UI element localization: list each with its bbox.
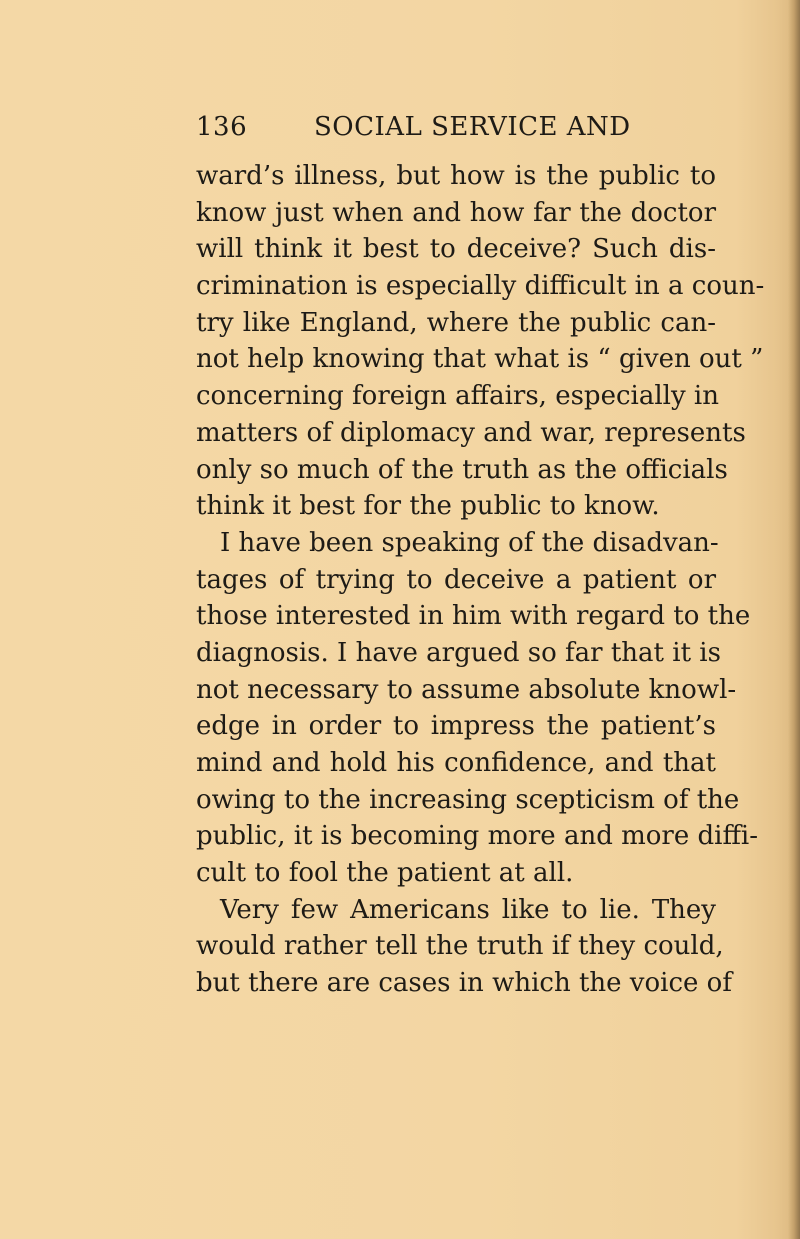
page-gutter-edge [788, 0, 800, 1239]
page-number: 136 [196, 112, 248, 142]
text-line: but there are cases in which the voice of [196, 968, 732, 999]
text-line: owing to the increasing scepticism of the [196, 784, 740, 815]
text-line: try like England, where the public can- [196, 307, 716, 338]
body-text [196, 158, 765, 1002]
page-header [196, 112, 631, 142]
text-line: not necessary to assume absolute knowl- [196, 674, 737, 705]
text-line: ward’s illness, but how is the public to [196, 161, 716, 191]
text-line: edge in order to impress the patient’s [196, 711, 716, 742]
text-line: think it best for the public to know. [196, 491, 660, 522]
text-line: would rather tell the truth if they could, [196, 931, 724, 962]
text-line: crimination is especially difficult in a coun- [196, 271, 765, 302]
text-line: diagnosis. I have argued so far that it is [196, 637, 721, 668]
text-line: public, it is becoming more and more diffi- [196, 821, 759, 852]
text-line: know just when and how far the doctor [196, 197, 716, 228]
text-line: will think it best to deceive? Such dis- [196, 234, 716, 265]
text-line: concerning foreign affairs, especially in [196, 381, 719, 412]
text-line: mind and hold his confidence, and that [196, 748, 716, 778]
text-line: cult to fool the patient at all. [196, 858, 574, 889]
text-line: Very few Americans like to lie. They [220, 894, 716, 925]
text-line: only so much of the truth as the officials [196, 454, 728, 485]
text-line: those interested in him with regard to the [196, 601, 751, 632]
text-line: I have been speaking of the disadvan- [220, 527, 719, 558]
text-line: tages of trying to deceive a patient or [196, 564, 716, 595]
text-line: matters of diplomacy and war, represents [196, 417, 746, 448]
text-line: not help knowing that what is “ given out ” [196, 344, 764, 375]
running-head: SOCIAL SERVICE AND [314, 112, 631, 142]
